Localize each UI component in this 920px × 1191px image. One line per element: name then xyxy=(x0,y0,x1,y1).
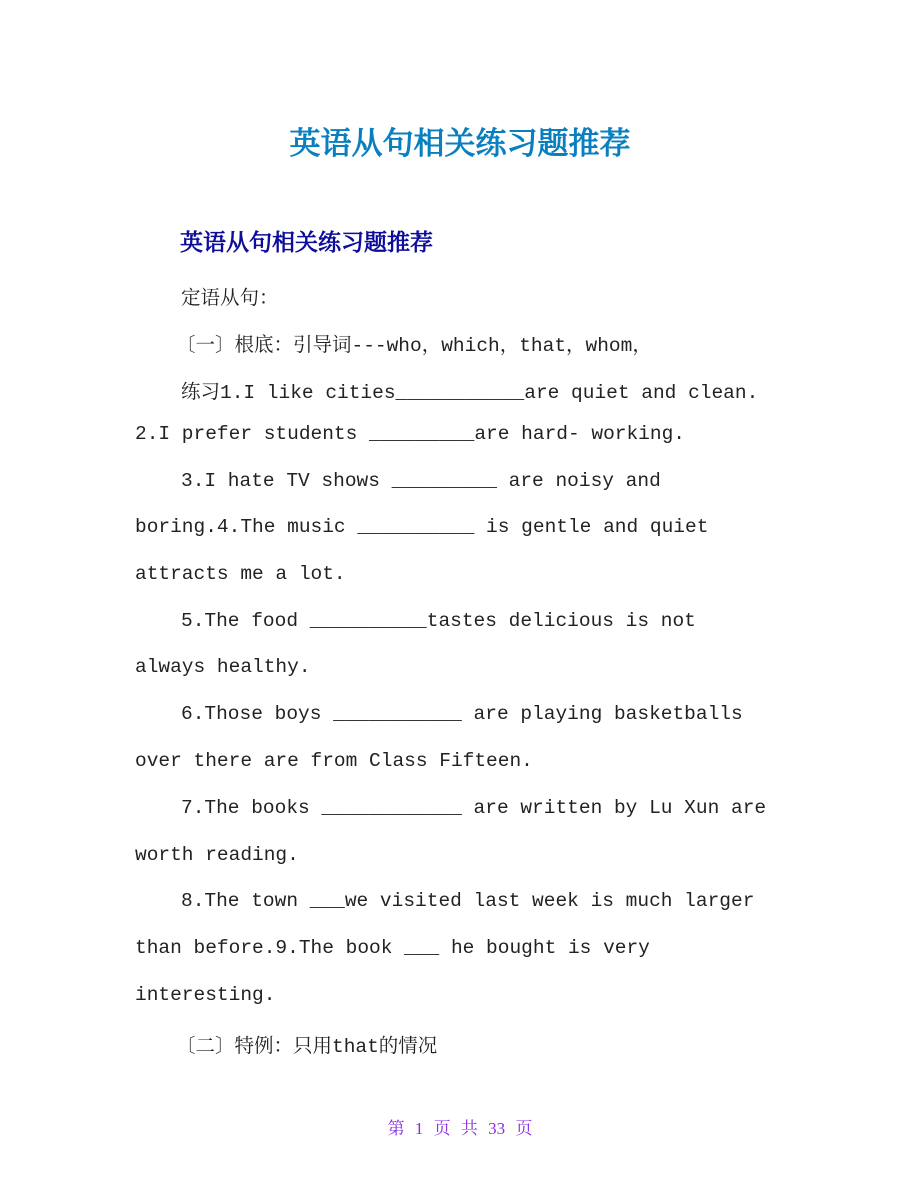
exercise-line: always healthy. xyxy=(135,656,311,678)
exercise-line: interesting. xyxy=(135,984,276,1006)
exercise-line: 8.The town ___we visited last week is much larger xyxy=(181,890,755,912)
exercise-line: than before.9.The book ___ he bought is very xyxy=(135,937,650,959)
exercise-line: 7.The books ____________ are written by Lu Xun are xyxy=(181,797,767,819)
paragraph-line: 〔二〕特例：只用that的情况 xyxy=(176,1036,438,1058)
exercise-line: over there are from Class Fifteen. xyxy=(135,750,533,772)
exercise-line: 2.I prefer students _________are hard- working. xyxy=(135,423,685,445)
exercise-line: worth reading. xyxy=(135,844,299,866)
section-heading: 英语从句相关练习题推荐 xyxy=(180,230,433,256)
page-number: 第 1 页 共 33 页 xyxy=(387,1119,533,1138)
paragraph-line: 〔一〕根底：引导词---who，which，that，whom， xyxy=(176,335,652,357)
exercise-line: 练习1.I like cities___________are quiet and clean. xyxy=(181,382,759,404)
exercise-line: attracts me a lot. xyxy=(135,563,346,585)
document-title: 英语从句相关练习题推荐 xyxy=(289,126,631,162)
exercise-line: boring.4.The music __________ is gentle and quiet xyxy=(135,516,709,538)
paragraph-line: 定语从句： xyxy=(181,288,279,310)
exercise-line: 5.The food __________tastes delicious is not xyxy=(181,610,696,632)
exercise-line: 6.Those boys ___________ are playing basketballs xyxy=(181,703,743,725)
exercise-line: 3.I hate TV shows _________ are noisy and xyxy=(181,470,661,492)
